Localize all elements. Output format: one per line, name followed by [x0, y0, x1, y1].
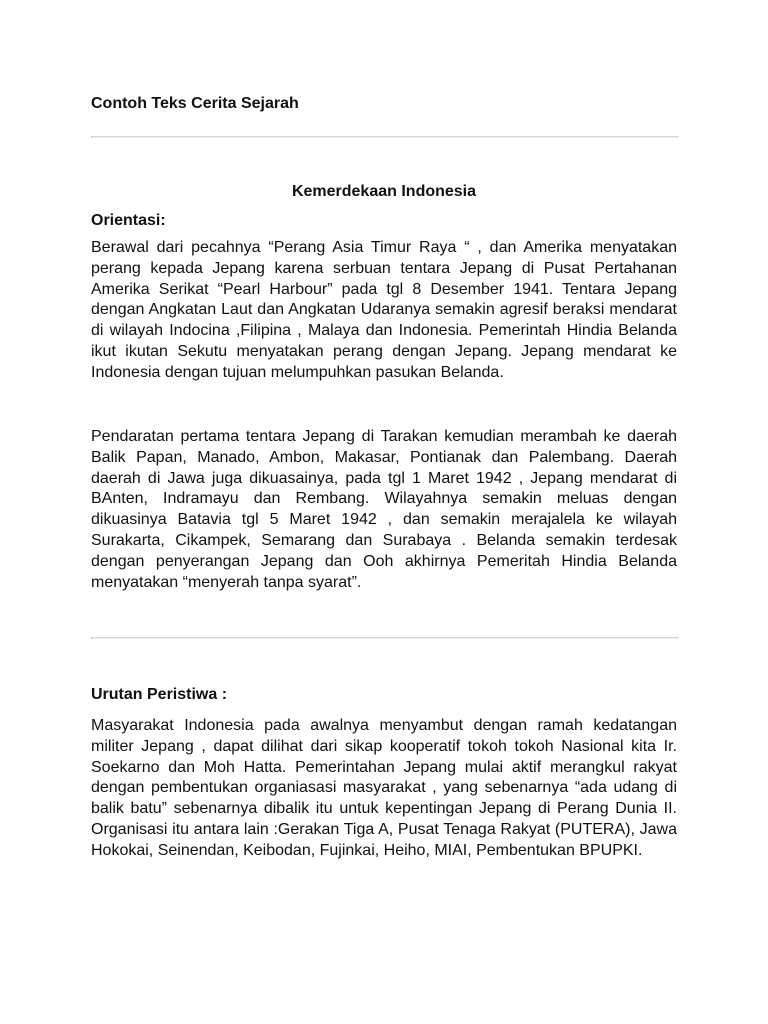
divider	[91, 136, 679, 138]
paragraph: Pendaratan pertama tentara Jepang di Tarakan kemudian merambah ke daerah Balik Papan, Manado, Ambon, Makasar, Pontianak dan Palembang. Daerah daerah di Jawa juga dikuasainya, pada tgl 1 Maret 1942 , Jepang mendarat di BAnten, Indramayu dan Rembang. Wilayahnya semakin meluas dengan dikuasinya Batavia tgl 5 Maret 1942 , dan semakin merajalela ke wilayah Surakarta, Cikampek, Semarang dan Surabaya . Belanda semakin terdesak dengan penyerangan Jepang dan Ooh akhirnya Pemeritah Hindia Belanda menyatakan “menyerah tanpa syarat”.	[91, 428, 677, 591]
section-heading-orientasi: Orientasi:	[91, 212, 166, 229]
paragraph: Berawal dari pecahnya “Perang Asia Timur Raya “ , dan Amerika menyatakan perang kepada Jepang karena serbuan tentara Jepang di Pusat Pertahanan Amerika Serikat “Pearl Harbour” pada tgl 8 Desember 1941. Tentara Jepang dengan Angkatan Laut dan Angkatan Udaranya semakin agresif beraksi mendarat di wilayah Indocina ,Filipina , Malaya dan Indonesia. Pemerintah Hindia Belanda ikut ikutan Sekutu menyatakan perang dengan Jepang. Jepang mendarat ke Indonesia dengan tujuan melumpuhkan pasukan Belanda.	[91, 239, 677, 381]
divider	[91, 637, 679, 639]
document-title: Contoh Teks Cerita Sejarah	[91, 95, 299, 112]
paragraph: Masyarakat Indonesia pada awalnya menyambut dengan ramah kedatangan militer Jepang , dapat dilihat dari sikap kooperatif tokoh tokoh Nasional kita Ir. Soekarno dan Moh Hatta. Pemerintahan Jepang mulai aktif merangkul rakyat dengan pembentukan organiasasi masyarakat , yang sebenarnya “ada udang di balik batu” sebenarnya dibalik itu untuk kepentingan Jepang di Perang Dunia II. Organisasi itu antara lain :Gerakan Tiga A, Pusat Tenaga Rakyat (PUTERA), Jawa Hokokai, Seinendan, Keibodan, Fujinkai, Heiho, MIAI, Pembentukan BPUPKI.	[91, 717, 677, 859]
document-page	[91, 0, 677, 1024]
story-title: Kemerdekaan Indonesia	[291, 183, 477, 200]
section-heading-urutan-peristiwa: Urutan Peristiwa :	[91, 686, 228, 703]
